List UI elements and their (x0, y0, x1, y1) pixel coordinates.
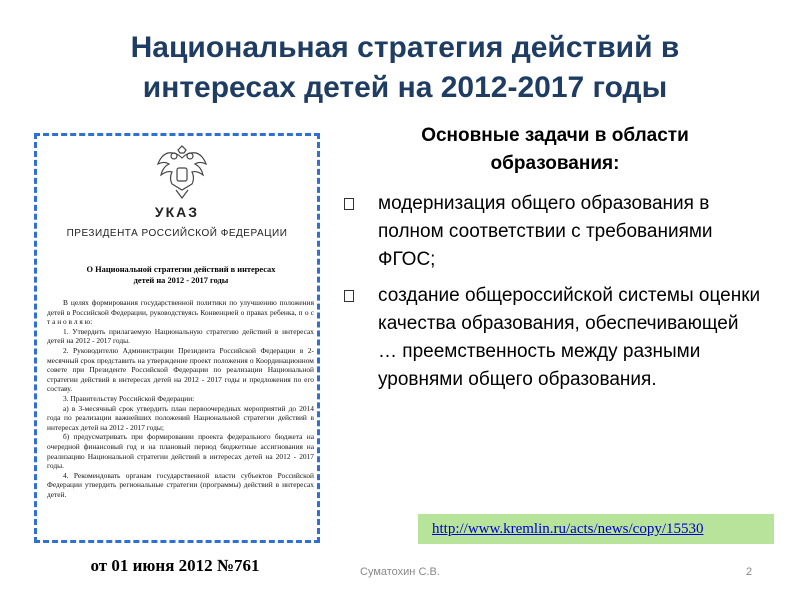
slide-title: Национальная стратегия действий в интересах детей на 2012-2017 годы (130, 31, 680, 104)
decree-document-image (34, 133, 320, 543)
page-number: 2 (746, 566, 753, 578)
list-item (342, 190, 762, 274)
decree-paragraph: 1. Утвердить прилагаемую Национальную стратегию действий в интересах детей на 2012 - 2017 годы. (47, 326, 314, 346)
tasks-heading: Основные задачи в области образования: (421, 125, 689, 174)
decree-paragraph: 4. Рекомендовать органам государственной власти субъектов Российской Федерации утвердить региональные стратегии (программы) действий в интересах детей. (47, 470, 314, 499)
decree-paragraph: 3. Правительству Российской Федерации: (63, 393, 195, 403)
decree-paragraph: а) в 3-месячный срок утвердить план первоочередных мероприятий до 2014 года по реализации важнейших положений Национальной стратегии действий в интересах детей на 2012 - 2017 годы; (47, 403, 314, 432)
footer-author: Суматохин С.В. (360, 566, 440, 578)
decree-paragraph: 2. Руководителю Администрации Президента Российской Федерации в 2-месячный срок представить на утверждение проект положения о Координационном совете при Президенте Российской Федерации по реализации Национальной стратегии действий в интересах детей на 2012 - 2017 годы и предложения по его составу. (47, 345, 314, 394)
bullet-box-icon (344, 198, 354, 210)
bullet-box-icon (344, 290, 354, 302)
source-link-box (418, 514, 774, 544)
decree-subject-line: О Национальной стратегии действий в интересах (86, 265, 276, 274)
list-item-text: модернизация общего образования в полном соответствии с требованиями ФГОС; (378, 193, 713, 270)
decree-paragraph: В целях формирования государственной политики по улучшению положения детей в Российской Федерации, руководствуясь Конвенцией о правах ребенка, п о с т а н о в л я ю: (47, 298, 314, 327)
double-headed-eagle-emblem-icon (152, 144, 212, 202)
decree-subject (65, 264, 297, 286)
tasks-list (342, 190, 762, 402)
decree-date-caption: от 01 июня 2012 №761 (90, 556, 260, 575)
decree-body (47, 298, 314, 499)
source-link[interactable]: http://www.kremlin.ru/acts/news/copy/15530 (432, 521, 704, 537)
list-item-text: создание общероссийской системы оценки качества образования, обеспечивающей … преемственность между разными уровнями общего образования. (378, 285, 761, 390)
decree-subheading: ПРЕЗИДЕНТА РОССИЙСКОЙ ФЕДЕРАЦИИ (66, 228, 288, 239)
decree-heading: УКАЗ (154, 204, 200, 220)
decree-paragraph: б) предусматривать при формировании проекта федерального бюджета на очередной финансовый год и на плановый период бюджетные ассигнования на реализацию Национальной стратегии действий в интересах детей на 2012 - 2017 годы. (47, 432, 314, 471)
decree-subject-line: детей на 2012 - 2017 годы (133, 276, 229, 285)
list-item (342, 282, 762, 394)
